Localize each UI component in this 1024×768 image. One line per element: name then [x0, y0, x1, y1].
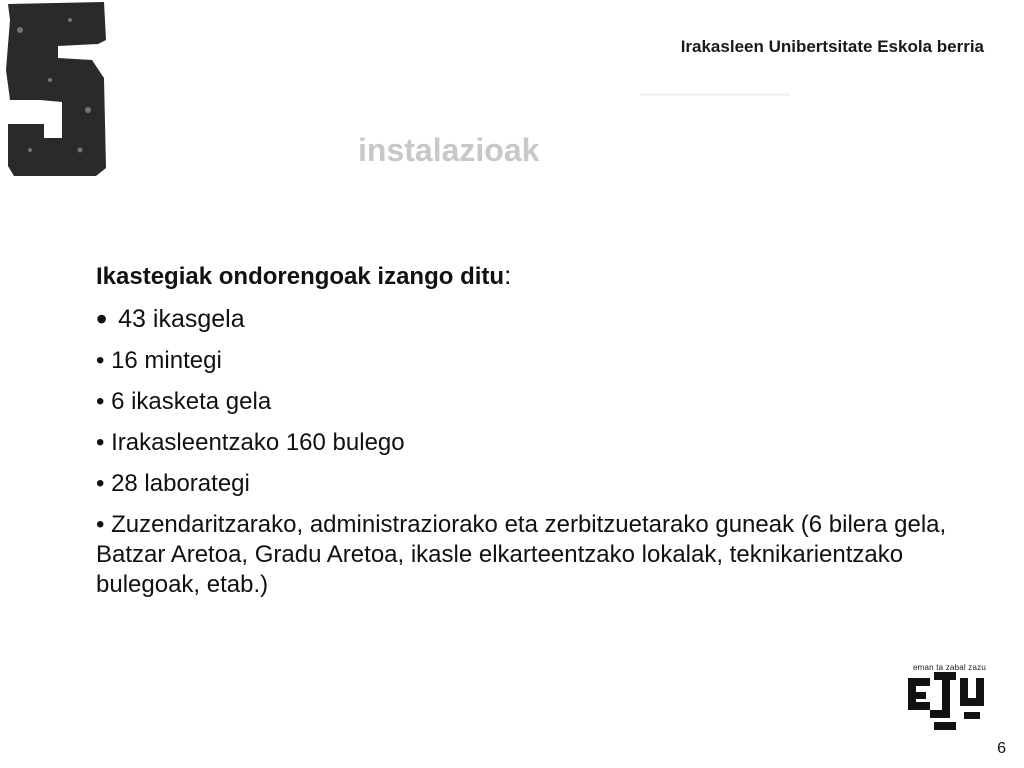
facilities-list	[96, 301, 956, 600]
list-item: • 28 laborategi	[96, 470, 250, 497]
list-item: • 16 mintegi	[96, 347, 222, 374]
list-item	[96, 301, 956, 337]
slide-title: instalazioak	[358, 132, 540, 168]
list-item: • Irakasleentzako 160 bulego	[96, 429, 405, 456]
university-logo-icon	[904, 658, 988, 738]
header-divider	[640, 93, 790, 96]
list-item: • Zuzendaritzarako, administraziorako eta zerbitzuetarako guneak (6 bilera gela, Batzar Aretoa, Gradu Aretoa, ikasle elkarteentzako lokalak, teknikarientzako bulegoak, etab.)	[96, 511, 947, 598]
school-name: Irakasleen Unibertsitate Eskola berria	[680, 37, 984, 56]
number-five-logo	[0, 0, 112, 180]
logo-tagline: eman ta zabal zazu	[913, 663, 986, 672]
intro-line	[96, 258, 956, 294]
list-item: • 6 ikasketa gela	[96, 388, 272, 415]
bullet-icon: •	[96, 301, 108, 337]
intro-text: Ikastegiak ondorengoak izango ditu	[96, 263, 505, 290]
page-number: 6	[997, 740, 1006, 757]
list-item-text: 43 ikasgela	[118, 305, 245, 333]
slide-content	[96, 258, 956, 611]
intro-colon: :	[504, 260, 512, 290]
